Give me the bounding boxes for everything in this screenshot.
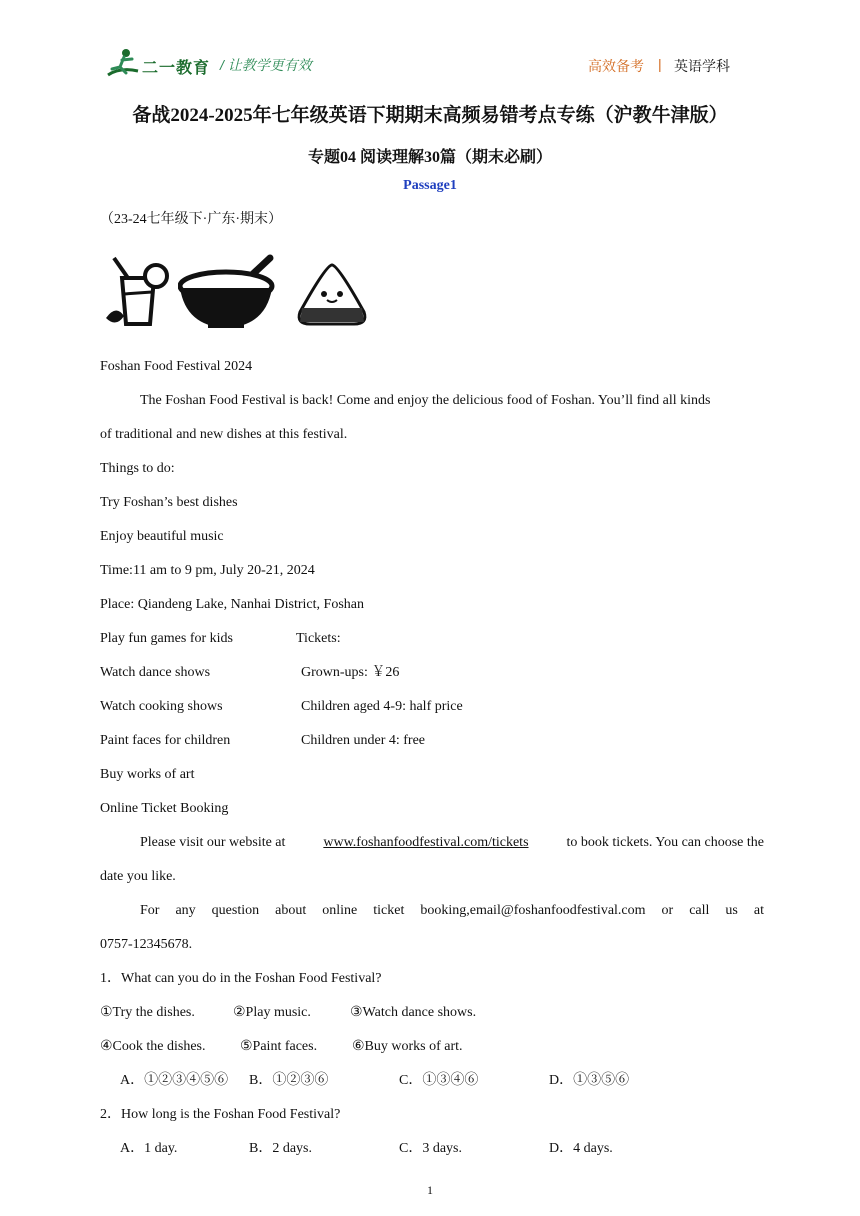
answer-option[interactable]: C．①③④⑥ [399, 1073, 479, 1088]
booking-paragraph [140, 835, 764, 851]
contact-word: any [175, 903, 196, 918]
contact-word: at [753, 903, 764, 918]
drink-icon [106, 254, 172, 337]
slogan: / 让教学更有效 [220, 57, 312, 73]
page-subtitle: 专题04 阅读理解30篇（期末必刷） [307, 149, 552, 166]
thing-item-2: Enjoy beautiful music [100, 529, 224, 544]
activity-item: Watch dance shows [100, 665, 211, 680]
source-note: （23-24七年级下·广东·期末） [100, 212, 282, 227]
header-label: 高效备考 [588, 58, 644, 74]
contact-word: For [140, 903, 160, 918]
page-title: 备战2024-2025年七年级英语下期期末高频易错考点专练（沪教牛津版） [132, 105, 728, 126]
event-place: Place: Qiandeng Lake, Nanhai District, Foshan [100, 597, 364, 612]
header-separator: | [658, 56, 662, 72]
event-time: Time:11 am to 9 pm, July 20-21, 2024 [100, 563, 315, 578]
contact-word: or [661, 903, 674, 918]
things-label: Things to do: [100, 461, 175, 476]
contact-phone: 0757-12345678. [100, 937, 193, 952]
article-heading: Foshan Food Festival 2024 [100, 359, 253, 374]
logo-text: 二一教育 [142, 60, 211, 77]
booking-link[interactable]: www.foshanfoodfestival.com/tickets [323, 835, 529, 850]
contact-word: us [725, 903, 738, 918]
answer-option[interactable]: C．3 days. [399, 1141, 462, 1156]
contact-word: question [211, 903, 260, 918]
runner-logo-icon [104, 47, 144, 81]
question-stem: 1．What can you do in the Foshan Food Festival? [100, 971, 382, 986]
activity-item: Watch cooking shows [100, 699, 223, 714]
ticket-price: Grown-ups: ￥26 [301, 665, 400, 680]
intro-line-1: The Foshan Food Festival is back! Come and enjoy the delicious food of Foshan. You’ll find all kinds [140, 393, 711, 408]
question-item: ④Cook the dishes. [100, 1039, 206, 1054]
contact-word: online [322, 903, 358, 918]
question-item: ①Try the dishes. [100, 1005, 195, 1020]
intro-line-2: of traditional and new dishes at this festival. [100, 427, 348, 442]
activity-item: Buy works of art [100, 767, 195, 782]
contact-word: ticket [373, 903, 405, 918]
question-item: ⑤Paint faces. [240, 1039, 318, 1054]
question-item: ③Watch dance shows. [350, 1005, 477, 1020]
booking-pre: Please visit our website at [140, 835, 286, 850]
tickets-label: Tickets: [296, 631, 341, 646]
ticket-price: Children under 4: free [301, 733, 426, 748]
contact-word: about [275, 903, 307, 918]
ticket-price: Children aged 4-9: half price [301, 699, 463, 714]
rice-ball-icon [294, 262, 370, 333]
answer-option[interactable]: D．①③⑤⑥ [549, 1073, 630, 1088]
question-item: ②Play music. [233, 1005, 311, 1020]
answer-option[interactable]: D．4 days. [549, 1141, 613, 1156]
thing-item-1: Try Foshan’s best dishes [100, 495, 238, 510]
activity-item: Paint faces for children [100, 733, 231, 748]
booking-line-2: date you like. [100, 869, 176, 884]
answer-option[interactable]: B．①②③⑥ [249, 1073, 329, 1088]
question-item: ⑥Buy works of art. [352, 1039, 463, 1054]
question-stem: 2．How long is the Foshan Food Festival? [100, 1107, 341, 1122]
answer-option[interactable]: B．2 days. [249, 1141, 312, 1156]
bowl-icon [178, 252, 278, 337]
answer-option[interactable]: A．1 day. [120, 1141, 178, 1156]
contact-word: call [689, 903, 710, 918]
answer-option[interactable]: A．①②③④⑤⑥ [120, 1073, 229, 1088]
booking-heading: Online Ticket Booking [100, 801, 229, 816]
contact-email: booking,email@foshanfoodfestival.com [420, 903, 646, 918]
activity-item: Play fun games for kids [100, 631, 233, 646]
contact-paragraph [140, 903, 764, 919]
passage-label: Passage1 [403, 178, 457, 193]
booking-post: to book tickets. You can choose the [566, 835, 764, 850]
header-subject: 英语学科 [674, 58, 730, 74]
page-number: 1 [427, 1183, 433, 1197]
